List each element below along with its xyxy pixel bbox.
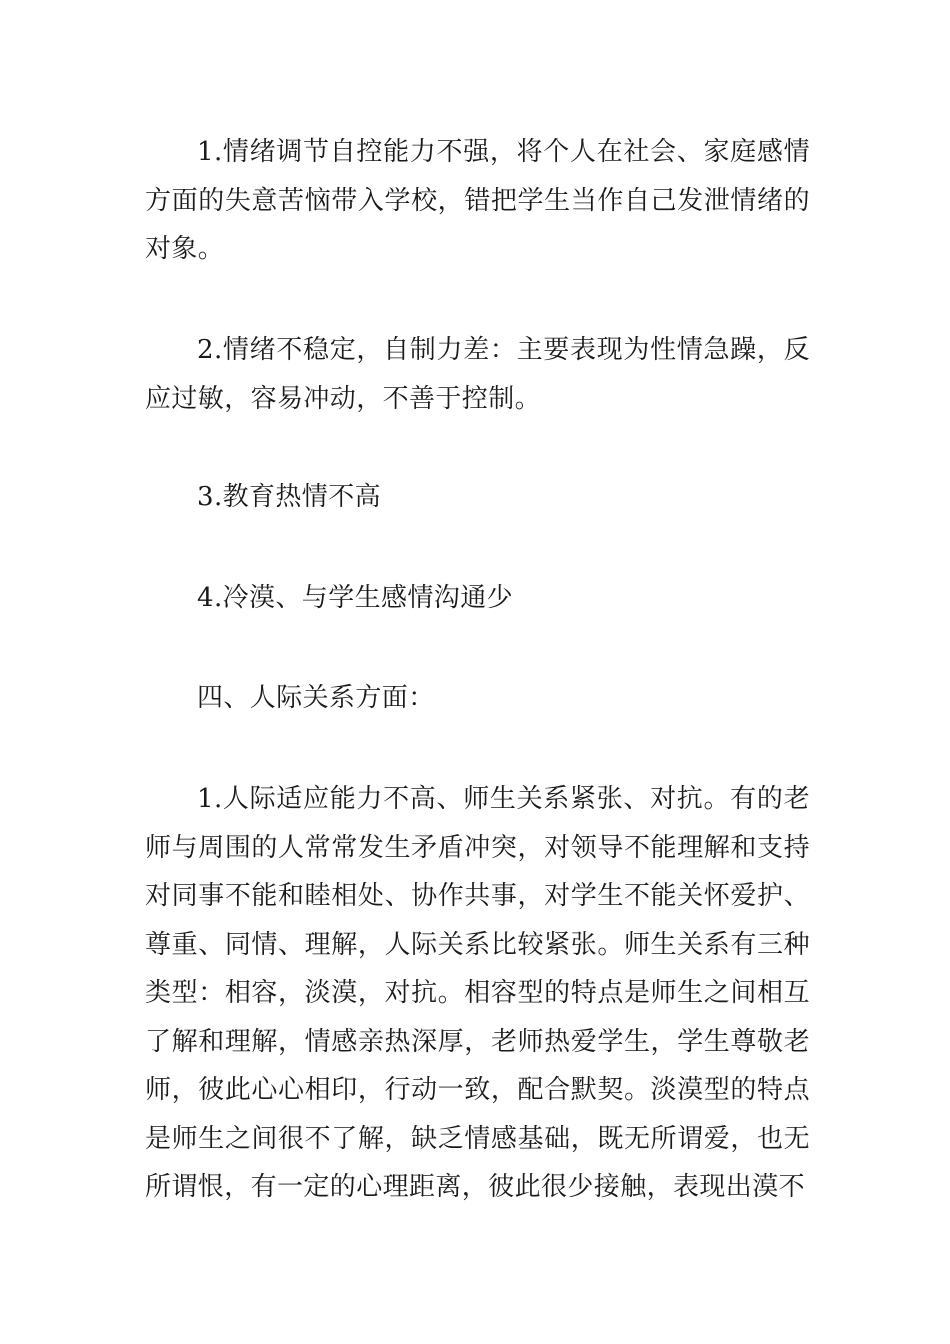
paragraph-emotional-instability: 2.情绪不稳定，自制力差：主要表现为性情急躁，反应过敏，容易冲动，不善于控制。 <box>145 335 810 414</box>
paragraph-cold-communication: 4.冷漠、与学生感情沟通少 <box>197 583 514 613</box>
paragraph-emotion-self-control: 1.情绪调节自控能力不强，将个人在社会、家庭感情方面的失意苦恼带入学校，错把学生当作自己发泄情绪的对象。 <box>145 137 810 264</box>
section-heading-interpersonal: 四、人际关系方面： <box>197 683 435 713</box>
paragraph-interpersonal-adaptation: 1.人际适应能力不高、师生关系紧张、对抗。有的老师与周围的人常常发生矛盾冲突，对领导不能理解和支持对同事不能和睦相处、协作共事，对学生不能关怀爱护、尊重、同情、理解，人际关系比较紧张。师生关系有三种类型：相容，淡漠，对抗。相容型的特点是师生之间相互了解和理解，情感亲热深厚，老师热爱学生，学生尊敬老师，彼此心心相印，行动一致，配合默契。淡漠型的特点是师生之间很不了解，缺乏情感基础，既无所谓爱，也无所谓恨，有一定的心理距离，彼此很少接触，表现出漠不 <box>145 784 810 1202</box>
paragraph-low-teaching-enthusiasm: 3.教育热情不高 <box>197 482 382 512</box>
